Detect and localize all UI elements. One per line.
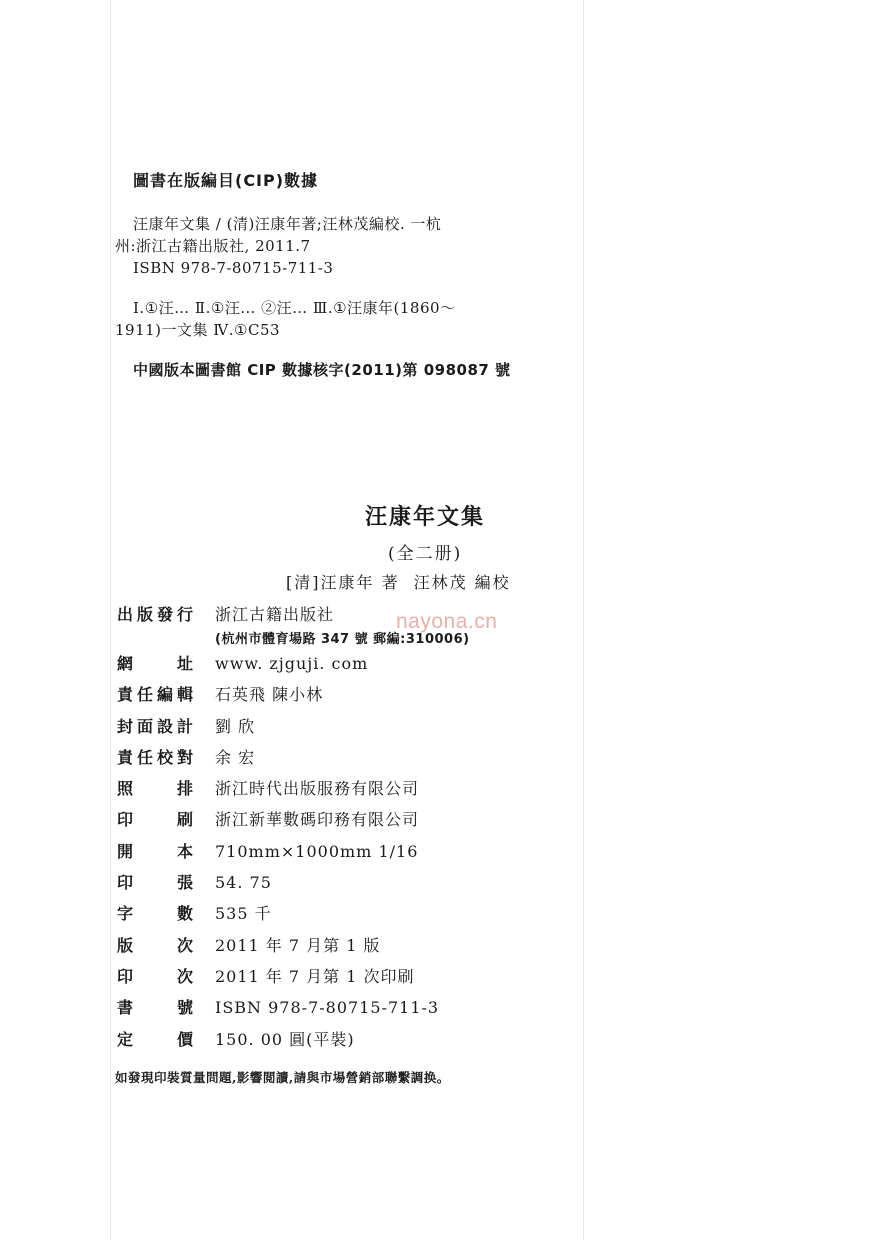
publisher-address: (杭州市體育場路 347 號 郵編:310006) [215, 632, 470, 647]
pub-label: 封 面 設 計 [117, 716, 193, 736]
pub-label: 責 任 編 輯 [117, 685, 193, 705]
cip-record [115, 213, 575, 279]
page-edge-left [110, 0, 111, 1240]
pub-row [117, 714, 577, 745]
pub-row [117, 964, 577, 995]
pub-value: 劉 欣 [215, 716, 256, 736]
pub-label: 印 刷 [117, 810, 193, 830]
editor-credit: 汪林茂 編校 [413, 573, 511, 592]
cip-classification [115, 297, 575, 341]
cip-heading: 圖書在版編目(CIP)數據 [133, 171, 319, 190]
pub-label: 印 次 [117, 966, 193, 986]
author-credit: [清]汪康年 著 [286, 573, 400, 592]
pub-label: 開 本 [117, 841, 193, 861]
pub-label: 版 次 [117, 935, 193, 955]
pub-value: 2011 年 7 月第 1 次印刷 [215, 966, 415, 986]
publication-details [117, 602, 577, 1058]
pub-value: 54. 75 [215, 873, 272, 893]
pub-row [117, 901, 577, 932]
cip-line: Ⅰ.①汪… Ⅱ.①汪… ②汪… Ⅲ.①汪康年(1860～ [133, 299, 456, 317]
pub-value: 2011 年 7 月第 1 版 [215, 935, 381, 955]
pub-row [117, 807, 577, 838]
pub-label: 照 排 [117, 779, 193, 799]
pub-value: ISBN 978-7-80715-711-3 [215, 998, 440, 1018]
pub-value: 710mm×1000mm 1/16 [215, 841, 419, 861]
cip-line: 州:浙江古籍出版社, 2011.7 [115, 237, 311, 255]
quality-notice: 如發現印裝質量問題,影響閲讀,請與市場營銷部聯繫調换。 [115, 1070, 450, 1085]
pub-value: 余 宏 [215, 747, 256, 767]
pub-row-publisher [117, 602, 577, 651]
pub-label: 網 址 [117, 654, 193, 673]
book-authors [286, 570, 511, 593]
pub-row [117, 933, 577, 964]
pub-row [117, 1027, 577, 1058]
pub-label: 字 數 [117, 904, 193, 924]
cip-number: 中國版本圖書館 CIP 數據核字(2011)第 098087 號 [133, 361, 511, 379]
pub-value: 150. 00 圓(平裝) [215, 1029, 355, 1049]
pub-row [117, 995, 577, 1026]
pub-row [117, 682, 577, 713]
pub-label: 印 張 [117, 873, 193, 893]
book-volumes: (全二册) [388, 544, 463, 564]
pub-label: 定 價 [117, 1029, 193, 1049]
pub-label: 責 任 校 對 [117, 747, 193, 767]
pub-row [117, 651, 577, 682]
cip-block [115, 168, 575, 380]
website-link: www. zjguji. com [215, 654, 369, 673]
watermark: nayona.cn [396, 610, 498, 633]
pub-row [117, 745, 577, 776]
pub-row [117, 839, 577, 870]
pub-row [117, 870, 577, 901]
cip-line: ISBN 978-7-80715-711-3 [133, 259, 334, 277]
pub-label: 出 版 發 行 [117, 605, 193, 624]
page-edge-right [583, 0, 584, 1240]
pub-label: 書 號 [117, 998, 193, 1018]
pub-value: 浙江時代出版服務有限公司 [215, 779, 420, 799]
cip-line: 1911)一文集 Ⅳ.①C53 [115, 321, 281, 339]
pub-row [117, 776, 577, 807]
pub-value: 535 千 [215, 904, 272, 924]
pub-value: 浙江新華數碼印務有限公司 [215, 810, 420, 830]
cip-line: 汪康年文集 / (清)汪康年著;汪林茂編校. 一杭 [133, 215, 442, 233]
book-title: 汪康年文集 [365, 505, 486, 530]
pub-value: 石英飛 陳小林 [215, 685, 324, 705]
pub-value: 浙江古籍出版社 (杭州市體育場路 347 號 郵編:310006) [215, 605, 470, 647]
